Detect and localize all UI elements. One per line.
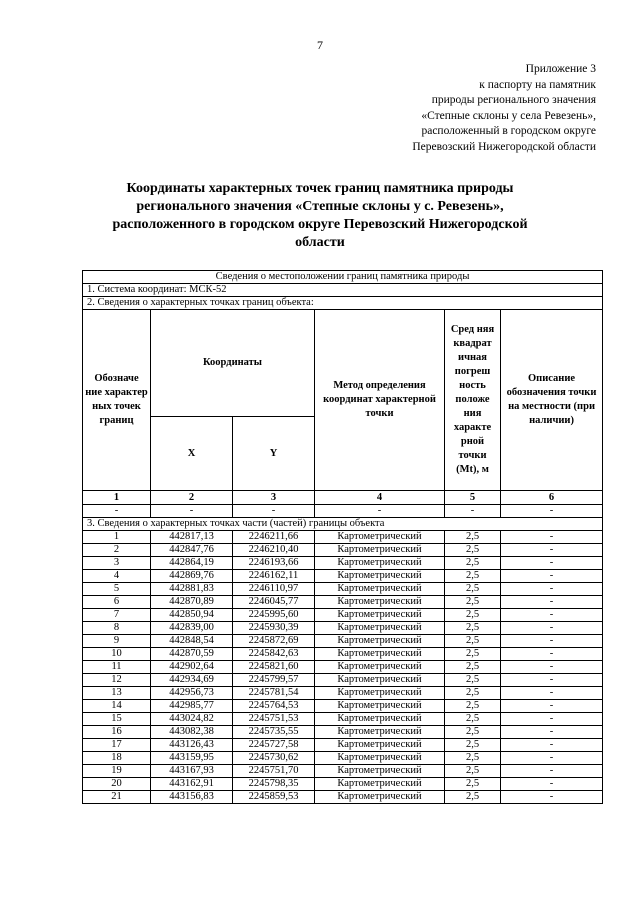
- description: -: [501, 726, 603, 739]
- point-number: 12: [83, 674, 151, 687]
- col-header-y: Y: [233, 417, 315, 491]
- table-row: [83, 687, 603, 700]
- point-number: 14: [83, 700, 151, 713]
- appendix-line: расположенный в городском округе: [421, 125, 596, 137]
- x-coordinate: 443156,83: [151, 791, 233, 804]
- page-number: 7: [317, 38, 323, 52]
- y-coordinate: 2245842,63: [233, 648, 315, 661]
- point-number: 6: [83, 596, 151, 609]
- y-coordinate: 2245730,62: [233, 752, 315, 765]
- point-number: 10: [83, 648, 151, 661]
- description: -: [501, 635, 603, 648]
- description: -: [501, 765, 603, 778]
- table-row: [83, 622, 603, 635]
- error-value: 2,5: [445, 635, 501, 648]
- x-coordinate: 443024,82: [151, 713, 233, 726]
- x-coordinate: 442934,69: [151, 674, 233, 687]
- y-coordinate: 2245930,39: [233, 622, 315, 635]
- col-number: 4: [315, 491, 445, 505]
- table-row: [83, 778, 603, 791]
- x-coordinate: 442848,54: [151, 635, 233, 648]
- dash-cell: -: [233, 505, 315, 518]
- method: Картометрический: [315, 765, 445, 778]
- point-number: 2: [83, 544, 151, 557]
- description: -: [501, 622, 603, 635]
- y-coordinate: 2245751,70: [233, 765, 315, 778]
- y-coordinate: 2245821,60: [233, 661, 315, 674]
- appendix-line: «Степные склоны у села Ревезень»,: [421, 109, 596, 122]
- col-number: 6: [501, 491, 603, 505]
- y-coordinate: 2246210,40: [233, 544, 315, 557]
- point-number: 8: [83, 622, 151, 635]
- x-coordinate: 442870,59: [151, 648, 233, 661]
- point-number: 20: [83, 778, 151, 791]
- dash-cell: -: [83, 505, 151, 518]
- description: -: [501, 661, 603, 674]
- table-row: [83, 648, 603, 661]
- dash-row: [83, 505, 603, 518]
- point-number: 4: [83, 570, 151, 583]
- error-value: 2,5: [445, 622, 501, 635]
- section-boundary-points: 2. Сведения о характерных точках границ объекта:: [83, 297, 603, 310]
- method: Картометрический: [315, 544, 445, 557]
- x-coordinate: 443162,91: [151, 778, 233, 791]
- method: Картометрический: [315, 648, 445, 661]
- point-number: 5: [83, 583, 151, 596]
- y-coordinate: 2245995,60: [233, 609, 315, 622]
- table-row: [83, 700, 603, 713]
- title-line: области: [295, 235, 345, 250]
- point-number: 3: [83, 557, 151, 570]
- x-coordinate: 443126,43: [151, 739, 233, 752]
- y-coordinate: 2245751,53: [233, 713, 315, 726]
- document-title: [90, 180, 550, 252]
- table-row: [83, 713, 603, 726]
- method: Картометрический: [315, 635, 445, 648]
- error-value: 2,5: [445, 791, 501, 804]
- method: Картометрический: [315, 687, 445, 700]
- point-number: 19: [83, 765, 151, 778]
- table-row: [83, 557, 603, 570]
- error-value: 2,5: [445, 570, 501, 583]
- table-row: [83, 661, 603, 674]
- col-header-point: Обозначе ние характер ных точек границ: [83, 310, 151, 491]
- y-coordinate: 2246193,66: [233, 557, 315, 570]
- point-number: 21: [83, 791, 151, 804]
- description: -: [501, 791, 603, 804]
- table-row: [83, 635, 603, 648]
- y-coordinate: 2245798,35: [233, 778, 315, 791]
- error-value: 2,5: [445, 700, 501, 713]
- method: Картометрический: [315, 778, 445, 791]
- point-number: 1: [83, 531, 151, 544]
- table-row: [83, 726, 603, 739]
- appendix-line: природы регионального значения: [431, 94, 596, 106]
- x-coordinate: 442869,76: [151, 570, 233, 583]
- x-coordinate: 442985,77: [151, 700, 233, 713]
- description: -: [501, 596, 603, 609]
- y-coordinate: 2246162,11: [233, 570, 315, 583]
- col-number: 2: [151, 491, 233, 505]
- y-coordinate: 2245735,55: [233, 726, 315, 739]
- x-coordinate: 442956,73: [151, 687, 233, 700]
- point-number: 15: [83, 713, 151, 726]
- description: -: [501, 687, 603, 700]
- col-header-x: X: [151, 417, 233, 491]
- method: Картометрический: [315, 570, 445, 583]
- column-numbers-row: [83, 491, 603, 505]
- method: Картометрический: [315, 752, 445, 765]
- y-coordinate: 2245781,54: [233, 687, 315, 700]
- x-coordinate: 442850,94: [151, 609, 233, 622]
- point-number: 13: [83, 687, 151, 700]
- error-value: 2,5: [445, 648, 501, 661]
- table-row: [83, 531, 603, 544]
- method: Картометрический: [315, 557, 445, 570]
- col-header-description: Описание обозначения точки на местности (при наличии): [501, 310, 603, 491]
- appendix-line: к паспорту на памятник: [479, 78, 596, 91]
- x-coordinate: 442817,13: [151, 531, 233, 544]
- method: Картометрический: [315, 583, 445, 596]
- table-row: [83, 752, 603, 765]
- description: -: [501, 557, 603, 570]
- point-number: 11: [83, 661, 151, 674]
- table-row: [83, 583, 603, 596]
- table-row: [83, 791, 603, 804]
- title-line: регионального значения «Степные склоны у с. Ревезень»,: [136, 199, 504, 214]
- table-row: [83, 765, 603, 778]
- description: -: [501, 778, 603, 791]
- description: -: [501, 674, 603, 687]
- description: -: [501, 609, 603, 622]
- description: -: [501, 570, 603, 583]
- error-value: 2,5: [445, 661, 501, 674]
- y-coordinate: 2245799,57: [233, 674, 315, 687]
- title-line: Координаты характерных точек границ памятника природы: [126, 181, 514, 196]
- dash-cell: -: [315, 505, 445, 518]
- method: Картометрический: [315, 661, 445, 674]
- y-coordinate: 2245727,58: [233, 739, 315, 752]
- x-coordinate: 443159,95: [151, 752, 233, 765]
- error-value: 2,5: [445, 557, 501, 570]
- method: Картометрический: [315, 622, 445, 635]
- description: -: [501, 544, 603, 557]
- dash-cell: -: [151, 505, 233, 518]
- error-value: 2,5: [445, 778, 501, 791]
- coordinates-table: [82, 270, 603, 804]
- error-value: 2,5: [445, 726, 501, 739]
- title-line: расположенного в городском округе Перевозский Нижегородской: [112, 217, 528, 232]
- method: Картометрический: [315, 791, 445, 804]
- x-coordinate: 442847,76: [151, 544, 233, 557]
- y-coordinate: 2245859,53: [233, 791, 315, 804]
- description: -: [501, 648, 603, 661]
- error-value: 2,5: [445, 544, 501, 557]
- x-coordinate: 443167,93: [151, 765, 233, 778]
- method: Картометрический: [315, 674, 445, 687]
- x-coordinate: 442881,83: [151, 583, 233, 596]
- col-number: 3: [233, 491, 315, 505]
- method: Картометрический: [315, 713, 445, 726]
- point-number: 7: [83, 609, 151, 622]
- y-coordinate: 2246045,77: [233, 596, 315, 609]
- error-value: 2,5: [445, 713, 501, 726]
- method: Картометрический: [315, 726, 445, 739]
- description: -: [501, 713, 603, 726]
- error-value: 2,5: [445, 765, 501, 778]
- error-value: 2,5: [445, 596, 501, 609]
- error-value: 2,5: [445, 609, 501, 622]
- description: -: [501, 752, 603, 765]
- col-number: 1: [83, 491, 151, 505]
- table-row: [83, 609, 603, 622]
- appendix-line: Приложение 3: [525, 63, 596, 75]
- x-coordinate: 443082,38: [151, 726, 233, 739]
- section-part-boundary: 3. Сведения о характерных точках части (частей) границы объекта: [83, 518, 603, 531]
- y-coordinate: 2246211,66: [233, 531, 315, 544]
- x-coordinate: 442839,00: [151, 622, 233, 635]
- point-number: 16: [83, 726, 151, 739]
- error-value: 2,5: [445, 583, 501, 596]
- error-value: 2,5: [445, 531, 501, 544]
- col-header-method: Метод определения координат характерной точки: [315, 310, 445, 491]
- appendix-header: [412, 62, 596, 155]
- y-coordinate: 2245764,53: [233, 700, 315, 713]
- method: Картометрический: [315, 596, 445, 609]
- col-number: 5: [445, 491, 501, 505]
- x-coordinate: 442870,89: [151, 596, 233, 609]
- point-number: 18: [83, 752, 151, 765]
- appendix-line: Перевозский Нижегородской области: [412, 140, 596, 153]
- point-number: 9: [83, 635, 151, 648]
- table-row: [83, 674, 603, 687]
- method: Картометрический: [315, 609, 445, 622]
- description: -: [501, 531, 603, 544]
- description: -: [501, 739, 603, 752]
- col-header-error: Сред няя квадрат ичная погреш ность положе ния характе рной точки (Mt), м: [445, 310, 501, 491]
- method: Картометрический: [315, 700, 445, 713]
- y-coordinate: 2246110,97: [233, 583, 315, 596]
- description: -: [501, 583, 603, 596]
- table-caption: Сведения о местоположении границ памятника природы: [83, 271, 603, 284]
- description: -: [501, 700, 603, 713]
- table-row: [83, 544, 603, 557]
- error-value: 2,5: [445, 739, 501, 752]
- method: Картометрический: [315, 531, 445, 544]
- error-value: 2,5: [445, 752, 501, 765]
- x-coordinate: 442902,64: [151, 661, 233, 674]
- method: Картометрический: [315, 739, 445, 752]
- error-value: 2,5: [445, 674, 501, 687]
- point-number: 17: [83, 739, 151, 752]
- col-header-coordinates: Координаты: [151, 310, 315, 417]
- dash-cell: -: [445, 505, 501, 518]
- y-coordinate: 2245872,69: [233, 635, 315, 648]
- table-row: [83, 739, 603, 752]
- coordinate-system: 1. Система координат: МСК-52: [83, 284, 603, 297]
- table-row: [83, 570, 603, 583]
- dash-cell: -: [501, 505, 603, 518]
- error-value: 2,5: [445, 687, 501, 700]
- table-row: [83, 596, 603, 609]
- x-coordinate: 442864,19: [151, 557, 233, 570]
